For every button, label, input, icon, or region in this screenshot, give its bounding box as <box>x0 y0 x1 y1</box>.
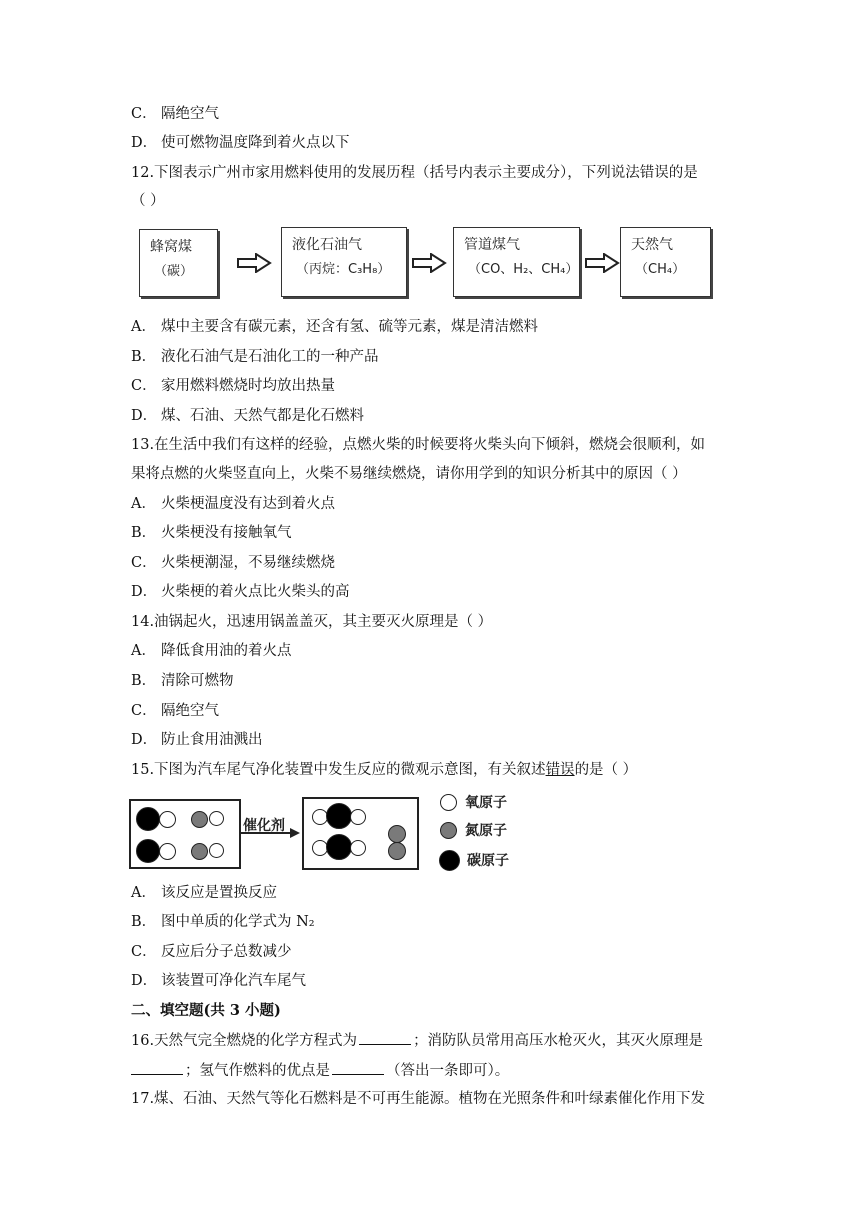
q13-option-c: C． 火柴梗潮湿，不易继续燃烧 <box>131 555 335 571</box>
oxygen-legend-label: 氧原子 <box>465 795 507 811</box>
q14-option-b: B． 清除可燃物 <box>131 673 234 689</box>
nitrogen-atom <box>388 825 406 843</box>
oxygen-legend-swatch <box>440 794 457 811</box>
q15-option-d: D． 该装置可净化汽车尾气 <box>131 973 306 989</box>
q13-stem-line2: 果将点燃的火柴竖直向上，火柴不易继续燃烧，请你用学到的知识分析其中的原因（ ） <box>131 466 687 482</box>
answer-blank[interactable] <box>131 1060 183 1075</box>
nitrogen-atom <box>191 843 208 860</box>
oxygen-atom <box>350 809 366 825</box>
oxygen-atom <box>209 843 224 858</box>
carbon-legend-swatch <box>439 850 460 871</box>
arrow-icon <box>411 253 447 273</box>
nitrogen-legend-label: 氮原子 <box>465 823 507 839</box>
q13-option-a: A． 火柴梗温度没有达到着火点 <box>131 496 335 512</box>
carbon-atom <box>136 839 160 863</box>
carbon-atom <box>136 807 160 831</box>
q16-line1: 16.天然气完全燃烧的化学方程式为 ；消防队员常用高压水枪灭火，其灭火原理是 <box>131 1030 703 1051</box>
q12-option-d: D． 煤、石油、天然气都是化石燃料 <box>131 408 364 424</box>
fuel-box-coal: 蜂窝煤 （碳） <box>139 229 218 297</box>
q15-option-a: A． 该反应是置换反应 <box>131 885 277 901</box>
q13-option-d: D． 火柴梗的着火点比火柴头的高 <box>131 584 350 600</box>
fuel-box-town-gas: 管道煤气 （CO、H₂、CH₄） <box>453 227 580 297</box>
answer-blank[interactable] <box>359 1030 411 1045</box>
q16-line2: ；氢气作燃料的优点是 （答出一条即可）。 <box>131 1060 509 1081</box>
q12-option-a: A． 煤中主要含有碳元素，还含有氢、硫等元素，煤是清洁燃料 <box>131 319 538 335</box>
reaction-arrow-icon <box>238 826 302 840</box>
reactants-box <box>129 799 241 869</box>
q14-option-c: C． 隔绝空气 <box>131 703 219 719</box>
oxygen-atom <box>159 811 176 828</box>
q14-option-a: A． 降低食用油的着火点 <box>131 643 292 659</box>
q13-option-b: B． 火柴梗没有接触氧气 <box>131 525 292 541</box>
q12-stem-line2: （ ） <box>131 193 165 209</box>
q14-stem: 14.油锅起火，迅速用锅盖盖灭，其主要灭火原理是（ ） <box>131 614 493 630</box>
nitrogen-atom <box>191 811 208 828</box>
carbon-legend-label: 碳原子 <box>467 853 509 869</box>
oxygen-atom <box>350 840 366 856</box>
oxygen-atom <box>209 811 224 826</box>
answer-blank[interactable] <box>332 1060 384 1075</box>
q11-option-c: C． 隔绝空气 <box>131 106 219 122</box>
q15-option-c: C． 反应后分子总数减少 <box>131 944 292 960</box>
q12-option-b: B． 液化石油气是石油化工的一种产品 <box>131 349 379 365</box>
q17-line1: 17.煤、石油、天然气等化石燃料是不可再生能源。植物在光照条件和叶绿素催化作用下发 <box>131 1091 706 1107</box>
catalyst-label: 催化剂 <box>243 818 285 834</box>
q12-stem-line1: 12.下图表示广州市家用燃料使用的发展历程（括号内表示主要成分），下列说法错误的是 <box>131 165 698 181</box>
q12-option-c: C． 家用燃料燃烧时均放出热量 <box>131 378 335 394</box>
nitrogen-atom <box>388 842 406 860</box>
oxygen-atom <box>159 843 176 860</box>
carbon-atom <box>326 834 352 860</box>
carbon-atom <box>326 803 352 829</box>
fuel-box-lpg: 液化石油气 （丙烷：C₃H₈） <box>281 227 407 297</box>
q14-option-d: D． 防止食用油溅出 <box>131 732 263 748</box>
products-box <box>302 797 419 870</box>
nitrogen-legend-swatch <box>440 822 457 839</box>
arrow-icon <box>584 253 620 273</box>
fuel-box-natural-gas: 天然气 （CH₄） <box>620 227 711 297</box>
q13-stem-line1: 13.在生活中我们有这样的经验，点燃火柴的时候要将火柴头向下倾斜，燃烧会很顺利，如 <box>131 437 706 453</box>
arrow-icon <box>236 253 272 273</box>
q11-option-d: D． 使可燃物温度降到着火点以下 <box>131 135 350 151</box>
q15-stem: 15.下图为汽车尾气净化装置中发生反应的微观示意图，有关叙述错误的是（ ） <box>131 762 638 778</box>
q15-option-b: B． 图中单质的化学式为 N₂ <box>131 914 315 930</box>
section-title: 二、填空题(共 3 小题) <box>131 1002 281 1019</box>
